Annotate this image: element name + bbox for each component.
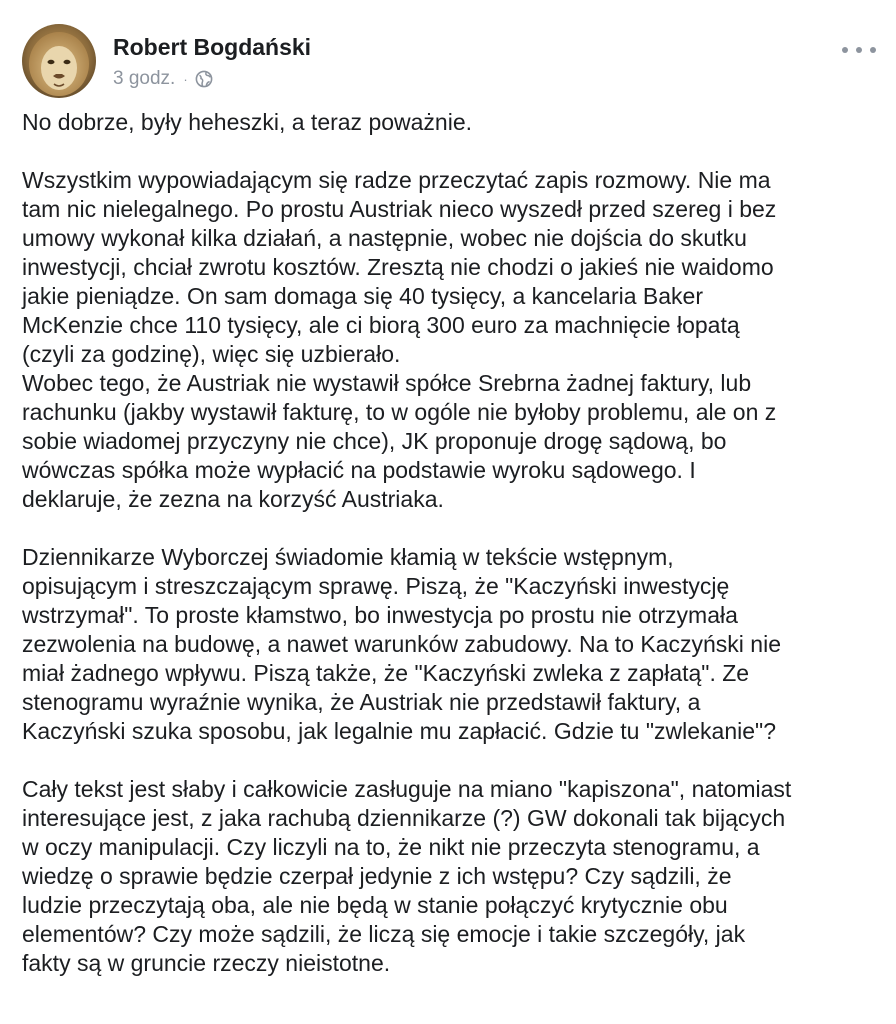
post-paragraph: No dobrze, były heheszki, a teraz poważnie. <box>22 109 473 135</box>
post-body <box>22 108 882 978</box>
lion-avatar-image <box>22 24 96 98</box>
more-options-icon[interactable] <box>842 40 876 60</box>
post-paragraph: Cały tekst jest słaby i całkowicie zasługuje na miano "kapiszona", natomiast interesujące jest, z jaka rachubą dziennikarze (?) GW dokonali tak bijących w oczy manipulacji. Czy liczyli na to, że nikt nie przeczyta stenogramu, a wiedzę o sprawie będzie czerpał jedynie z ich wstępu? Czy sądzili, że ludzie przeczytają oba, ale nie będą w stanie połączyć krytycznie obu elementów? Czy może sądzili, że liczą się emocje i takie szczegóły, jak fakty są w gruncie rzeczy nieistotne. <box>22 776 792 976</box>
post-paragraph: Dziennikarze Wyborczej świadomie kłamią w tekście wstępnym, opisującym i streszczającym sprawę. Piszą, że "Kaczyński inwestycję wstrzymał". To proste kłamstwo, bo inwestycja po prostu nie otrzymała zezwolenia na budowę, a nawet warunków zabudowy. Na to Kaczyński nie miał żadnego wpływu. Piszą także, że "Kaczyński zwleka z zapłatą". Ze stenogramu wyraźnie wynika, że Austriak nie przedstawił faktury, a Kaczyński szuka sposobu, jak legalnie mu zapłacić. Gdzie tu "zwlekanie"? <box>22 544 781 744</box>
more-dot <box>842 47 848 53</box>
author-name[interactable]: Robert Bogdański <box>113 34 312 60</box>
globe-icon[interactable] <box>195 70 213 88</box>
more-dot <box>870 47 876 53</box>
avatar[interactable] <box>22 24 96 98</box>
post-header <box>22 24 880 100</box>
post-paragraph: Wszystkim wypowiadającym się radze przeczytać zapis rozmowy. Nie ma tam nic nielegalnego. Po prostu Austriak nieco wyszedł przed szereg i bez umowy wykonał kilka działań, a następnie, wobec nie dojścia do skutku inwestycji, chciał zwrotu kosztów. Zresztą nie chodzi o jakieś nie waidomo jakie pieniądze. On sam domaga się 40 tysięcy, a kancelaria Baker McKenzie chce 110 tysięcy, ale ci biorą 300 euro za machnięcie łopatą (czyli za godzinę), więc się uzbierało. Wobec tego, że Austriak nie wystawił spółce Srebrna żadnej faktury, lub rachunku (jakby wystawił fakturę, to w ogóle nie byłoby problemu, ale on z sobie wiadomej przyczyny nie chce), JK proponuje drogę sądową, bo wówczas spółka może wypłacić na podstawie wyroku sądowego. I deklaruje, że zezna na korzyść Austriaka. <box>22 167 777 512</box>
meta-separator: · <box>183 71 188 87</box>
more-dot <box>856 47 862 53</box>
post-meta <box>113 66 213 92</box>
post-timestamp[interactable]: 3 godz. <box>113 68 176 89</box>
